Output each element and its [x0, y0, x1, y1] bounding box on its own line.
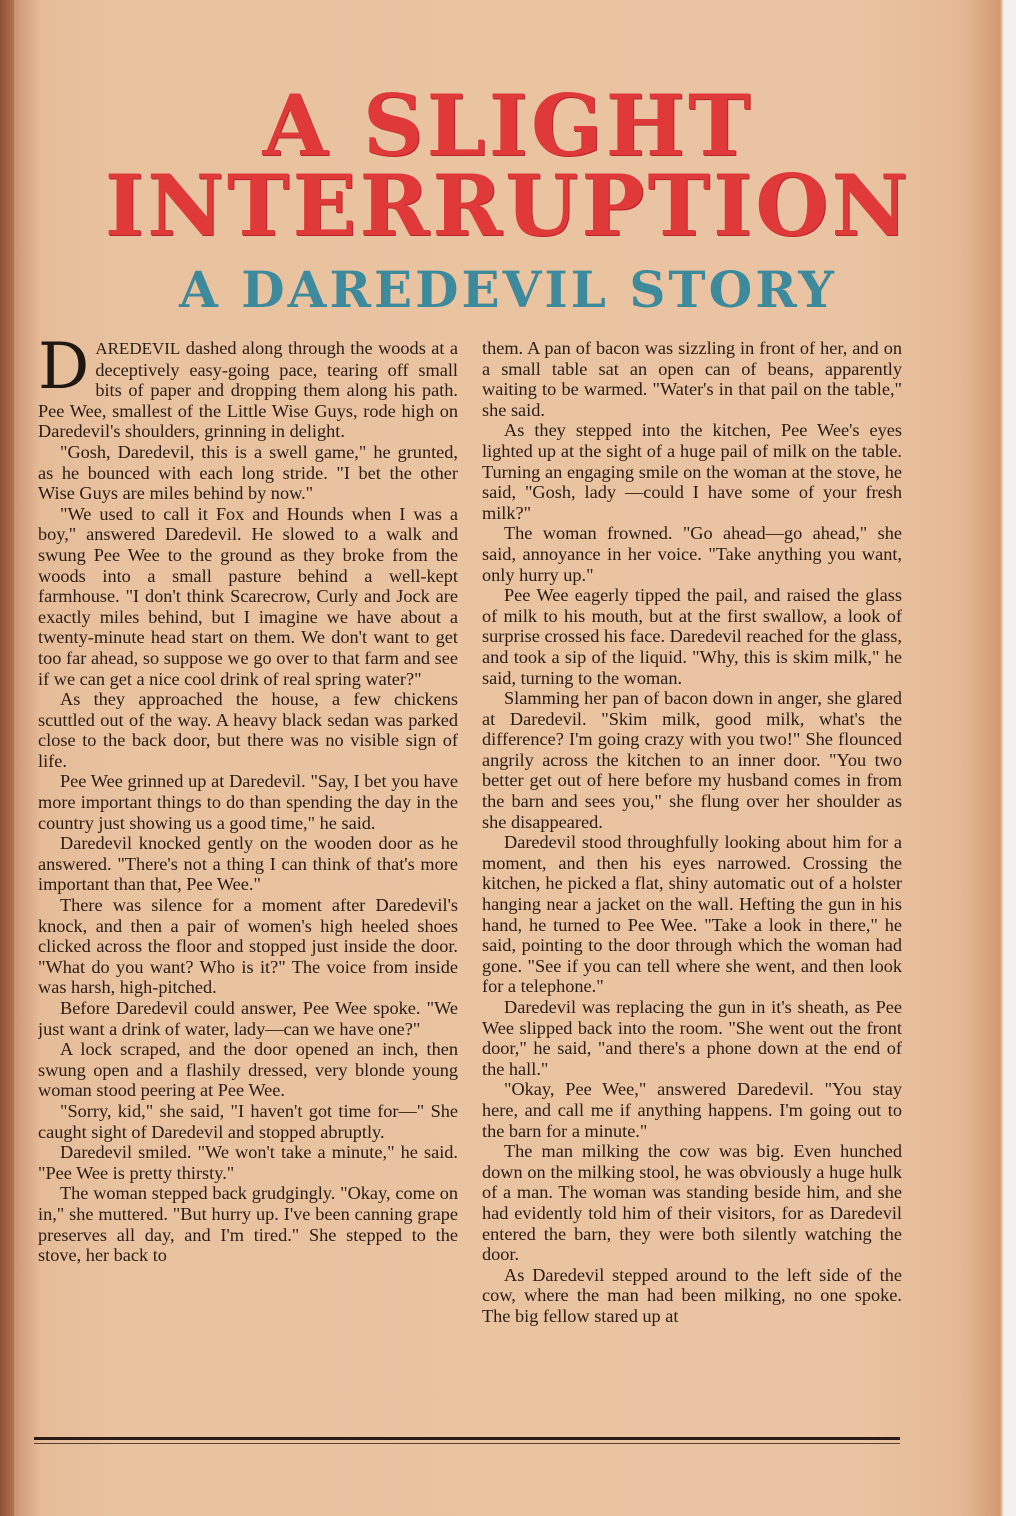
story-subtitle: A DAREDEVIL STORY: [179, 260, 837, 319]
drop-cap: D: [38, 338, 90, 404]
bottom-rule: [34, 1437, 900, 1440]
paragraph: "We used to call it Fox and Hounds when I was a boy," answered Daredevil. He slowed to a walk and swung Pee Wee to the ground as they broke from the woods into a small pasture behind a well-kept farmhouse. "I don't think Scarecrow, Curly and Jock are exactly miles behind, but I imagine we have about a twenty-minute head start on them. We don't want to get too far ahead, so suppose we go over to that farm and see if we can get a nice cool drink of real spring water?": [38, 503, 458, 689]
opening-caps: AREDEVIL: [95, 339, 181, 358]
paragraph: The woman frowned. "Go ahead—go ahead," she said, annoyance in her voice. "Take anything you want, only hurry up.": [482, 523, 902, 585]
paragraph: Slamming her pan of bacon down in anger, she glared at Daredevil. "Skim milk, good milk, what's the difference? I'm going crazy with you two!" She flounced angrily across the kitchen to an inner door. "You two better get out of here before my husband comes in from the barn and sees you," she flung over her shoulder as she disappeared.: [482, 688, 902, 832]
bottom-rule-thin: [34, 1443, 900, 1444]
paragraph: As Daredevil stepped around to the left side of the cow, where the man had been milking, no one spoke. The big fellow stared up at: [482, 1264, 902, 1326]
text-column-left: [38, 338, 458, 1428]
paragraph: There was silence for a moment after Daredevil's knock, and then a pair of women's high heeled shoes clicked across the floor and stopped just inside the door. "What do you want? Who is it?" The voice from inside was harsh, high-pitched.: [38, 895, 458, 998]
paragraph: Pee Wee eagerly tipped the pail, and raised the glass of milk to his mouth, but at the first swallow, a look of surprise crossed his face. Daredevil reached for the glass, and took a sip of the liquid. "Why, this is skim milk," he said, turning to the woman.: [482, 585, 902, 688]
paragraph: As they approached the house, a few chickens scuttled out of the way. A heavy black sedan was parked close to the back door, but there was no visible sign of life.: [38, 689, 458, 771]
text-column-right: [482, 338, 902, 1428]
paragraph: "Gosh, Daredevil, this is a swell game," he grunted, as he bounced with each long stride. "I bet the other Wise Guys are miles behind by now.": [38, 441, 458, 504]
paragraph: them. A pan of bacon was sizzling in front of her, and on a small table sat an open can of beans, apparently waiting to be warmed. "Water's in that pail on the table," she said.: [482, 338, 902, 420]
paragraph: "Okay, Pee Wee," answered Daredevil. "You stay here, and call me if anything happens. I'm going out to the barn for a minute.": [482, 1079, 902, 1141]
paragraph: "Sorry, kid," she said, "I haven't got time for—" She caught sight of Daredevil and stopped abruptly.: [38, 1100, 458, 1142]
story-title-line-1: A SLIGHT: [262, 76, 754, 175]
paragraph: As they stepped into the kitchen, Pee Wee's eyes lighted up at the sight of a huge pail of milk on the table. Turning an engaging smile on the woman at the stove, he said, "Gosh, lady —could I have some of your fresh milk?": [482, 420, 902, 523]
paragraph: The man milking the cow was big. Even hunched down on the milking stool, he was obviously a huge hulk of a man. The woman was standing beside him, and she had evidently told him of their visitors, for as Daredevil entered the barn, they were both silently watching the door.: [482, 1141, 902, 1265]
paragraph: Daredevil smiled. "We won't take a minute," he said. "Pee Wee is pretty thirsty.": [38, 1142, 458, 1183]
paragraph: A lock scraped, and the door opened an inch, then swung open and a flashily dressed, very blonde young woman stood peering at Pee Wee.: [38, 1039, 458, 1101]
paragraph-text: dashed along through the woods at a deceptively easy-going pace, tearing off small bits of paper and dropping them along his path. Pee Wee, smallest of the Little Wise Guys, rode high on Daredevil's shoulders, grinning in delight.: [38, 338, 458, 442]
paragraph: [38, 338, 458, 442]
paragraph: Pee Wee grinned up at Daredevil. "Say, I bet you have more important things to do than spending the day in the country just showing us a good time," he said.: [38, 771, 458, 833]
paragraph: Before Daredevil could answer, Pee Wee spoke. "We just want a drink of water, lady—can we have one?": [38, 998, 458, 1039]
paragraph: Daredevil was replacing the gun in it's sheath, as Pee Wee slipped back into the room. "She went out the front door," he said, "and there's a phone down at the end of the hall.": [482, 997, 902, 1079]
paragraph: The woman stepped back grudgingly. "Okay, come on in," she muttered. "But hurry up. I've been canning grape preserves all day, and I'm tired." She stepped to the stove, her back to: [38, 1183, 458, 1266]
story-title-line-2: INTERRUPTION: [104, 156, 912, 255]
paragraph: Daredevil knocked gently on the wooden door as he answered. "There's not a thing I can think of that's more important than that, Pee Wee.": [38, 833, 458, 895]
paragraph: Daredevil stood throughfully looking about him for a moment, and then his eyes narrowed. Crossing the kitchen, he picked a flat, shiny automatic out of a holster hanging near a jacket on the wall. Hefting the gun in his hand, he turned to Pee Wee. "Take a look in there," he said, pointing to the door through which the woman had gone. "See if you can tell where she went, and then look for a telephone.": [482, 832, 902, 997]
